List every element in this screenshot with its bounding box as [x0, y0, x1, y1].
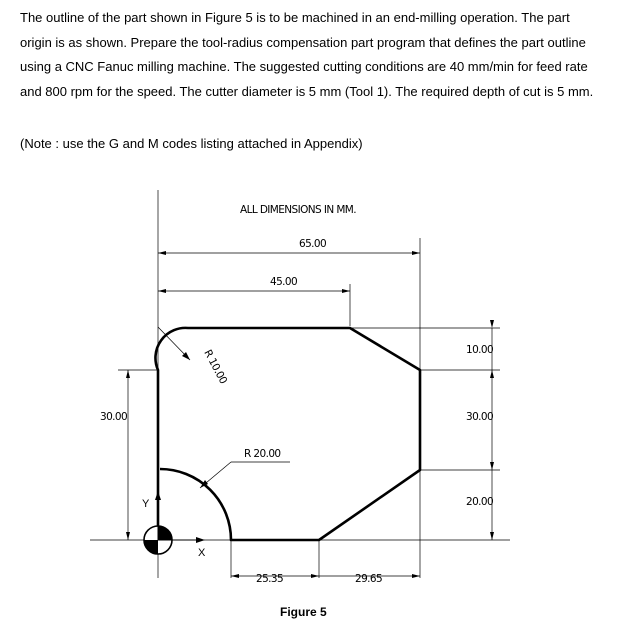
dim-65: 65.00 — [299, 238, 327, 250]
radius-20-label: R 20.00 — [244, 448, 281, 460]
x-axis-label: X — [198, 547, 206, 559]
dim-25-35: 25.35 — [256, 573, 284, 585]
problem-statement: The outline of the part shown in Figure 5 is to be machined in an end-milling operation. The part origin is as shown. Prepare the tool-radius compensation part program that defines the part outline using a CNC Fanuc milling machine. The suggested cutting conditions are 40 mm/min for feed rate and 800 rpm for the speed. The cutter diameter is 5 mm (Tool 1). The required depth of cut is 5 mm. — [20, 10, 594, 99]
dim-30-right: 30.00 — [466, 411, 494, 423]
dim-30-left: 30.00 — [100, 411, 128, 423]
origin-symbol — [144, 491, 205, 554]
part-outline — [155, 328, 420, 540]
dim-10-right: 10.00 — [466, 344, 494, 356]
dim-20-right: 20.00 — [466, 496, 494, 508]
y-axis-label: Y — [142, 498, 150, 510]
dim-29-65: 29.65 — [355, 573, 383, 585]
units-note: ALL DIMENSIONS IN MM. — [240, 204, 356, 216]
dim-45: 45.00 — [270, 276, 298, 288]
figure-caption: Figure 5 — [280, 605, 327, 619]
radius-10-label: R 10.00 — [201, 347, 230, 386]
appendix-note: (Note : use the G and M codes listing attached in Appendix) — [20, 136, 363, 151]
